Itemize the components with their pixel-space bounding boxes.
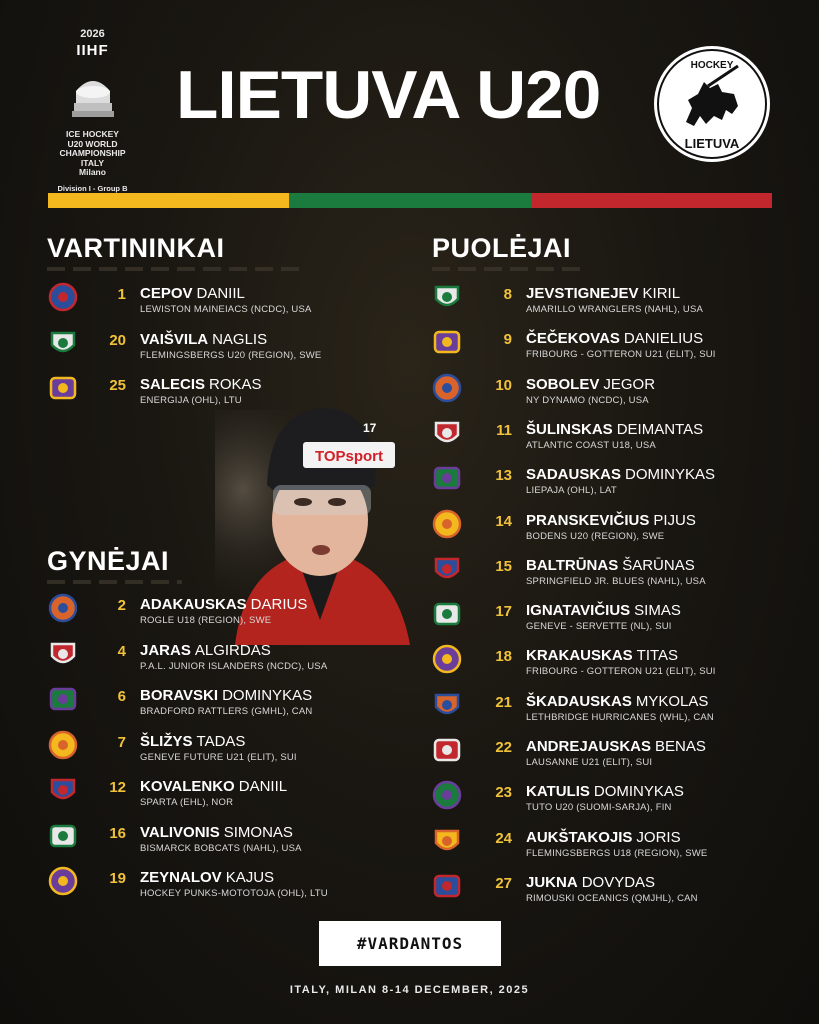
- player-number: 7: [117, 733, 126, 751]
- player-name: [140, 778, 287, 795]
- player-last-name: JUKNA: [526, 873, 578, 891]
- player-number: 13: [495, 467, 512, 485]
- player-name: [140, 642, 271, 659]
- blues-logo: [432, 554, 462, 584]
- player-row: [48, 282, 378, 322]
- player-first-name: PIJUS: [653, 511, 696, 529]
- event-line-5: Milano: [79, 167, 106, 177]
- player-last-name: BALTRŪNAS: [526, 556, 619, 574]
- player-first-name: BENAS: [655, 738, 706, 755]
- badge-bottom-text: LIETUVA: [684, 136, 740, 151]
- player-name: [526, 829, 681, 846]
- player-number: 2: [117, 597, 126, 614]
- player-name: [526, 602, 681, 619]
- player-number: 25: [109, 377, 126, 394]
- rogle-logo: [48, 593, 78, 623]
- player-name: [140, 733, 245, 750]
- player-row: [48, 821, 378, 861]
- player-first-name: DARIUS: [250, 596, 308, 613]
- player-club: NY DYNAMO (NCDC), USA: [526, 394, 649, 406]
- player-name: [140, 285, 245, 302]
- event-line-3: CHAMPIONSHIP: [59, 148, 126, 158]
- islanders-logo: [48, 639, 78, 669]
- player-first-name: NAGLIS: [212, 330, 268, 348]
- forwards-heading: PUOLĖJAI: [432, 233, 572, 263]
- player-last-name: ANDREJAUSKAS: [526, 738, 652, 755]
- player-last-name: JARAS: [140, 641, 191, 659]
- player-last-name: SOBOLEV: [526, 375, 600, 393]
- player-name: [526, 738, 706, 755]
- player-row: [48, 373, 378, 413]
- player-first-name: ALGIRDAS: [194, 641, 271, 659]
- badge-top-text: HOCKEY: [690, 60, 734, 71]
- player-name: [140, 687, 312, 704]
- player-club: LIEPAJA (OHL), LAT: [526, 485, 617, 497]
- player-first-name: MYKOLAS: [635, 692, 709, 710]
- player-row: [48, 328, 378, 368]
- player-row: [432, 509, 762, 549]
- player-last-name: ZEYNALOV: [140, 869, 222, 886]
- player-last-name: ŠKADAUSKAS: [526, 692, 632, 710]
- player-first-name: SIMAS: [634, 602, 681, 620]
- player-row: [432, 418, 762, 458]
- player-club: RIMOUSKI OCEANICS (QMJHL), CAN: [526, 892, 698, 904]
- goalies-heading: VARTININKAI: [47, 233, 225, 263]
- player-number: 9: [503, 331, 512, 349]
- player-club: TUTO U20 (SUOMI-SARJA), FIN: [526, 802, 672, 814]
- flag-green: [289, 193, 530, 208]
- player-club: ENERGIJA (OHL), LTU: [140, 395, 242, 406]
- player-row: [432, 327, 762, 367]
- player-first-name: DEIMANTAS: [616, 420, 704, 438]
- player-club: FLEMINGSBERGS U20 (REGION), SWE: [140, 349, 322, 361]
- hurricanes-logo: [432, 690, 462, 720]
- player-club: LAUSANNE U21 (ELIT), SUI: [526, 757, 653, 768]
- liepaja-logo: [432, 463, 462, 493]
- player-name: [526, 783, 684, 800]
- player-last-name: KOVALENKO: [140, 778, 235, 795]
- player-row: [432, 826, 762, 866]
- fik-logo: [432, 826, 462, 856]
- player-club: BRADFORD RATTLERS (GMHL), CAN: [140, 706, 313, 717]
- player-row: [48, 775, 378, 815]
- player-first-name: ŠARŪNAS: [622, 556, 695, 574]
- geneve-logo: [48, 730, 78, 760]
- player-first-name: DOMINYKAS: [593, 783, 684, 801]
- player-first-name: JEGOR: [603, 375, 656, 393]
- player-first-name: ROKAS: [209, 376, 262, 393]
- player-row: [432, 871, 762, 911]
- player-number: 21: [495, 693, 512, 711]
- player-club: FRIBOURG - GOTTERON U21 (ELIT), SUI: [526, 666, 716, 678]
- defense-heading: GYNĖJAI: [47, 546, 170, 576]
- event-line-2: U20 WORLD: [67, 138, 118, 149]
- player-name: [526, 557, 695, 574]
- player-first-name: TITAS: [636, 647, 679, 665]
- rattlers-logo: [48, 684, 78, 714]
- player-last-name: ADAKAUSKAS: [140, 596, 247, 613]
- player-name: [140, 596, 307, 613]
- player-first-name: KAJUS: [225, 869, 275, 886]
- player-row: [432, 373, 762, 413]
- player-number: 15: [495, 557, 512, 575]
- player-last-name: JEVSTIGNEJEV: [526, 285, 639, 302]
- event-line-1: ICE HOCKEY: [66, 129, 119, 139]
- player-row: [48, 684, 378, 724]
- player-last-name: ČEČEKOVAS: [526, 330, 620, 348]
- player-first-name: DOMINYKAS: [625, 466, 716, 484]
- player-club: ROGLE U18 (REGION), SWE: [140, 615, 272, 626]
- energija-logo: [48, 373, 78, 403]
- player-row: [432, 463, 762, 503]
- player-first-name: DANIELIUS: [623, 330, 704, 348]
- player-name: [526, 376, 655, 393]
- player-row: [432, 644, 762, 684]
- player-name: [526, 330, 703, 347]
- event-dates: ITALY, MILAN 8-14 DECEMBER, 2025: [289, 984, 530, 996]
- player-row: [432, 690, 762, 730]
- player-first-name: KIRIL: [642, 285, 681, 302]
- defense-heading-underline: [47, 580, 182, 584]
- player-last-name: CEPOV: [140, 285, 193, 302]
- oceanic-logo: [432, 871, 462, 901]
- player-row: [48, 730, 378, 770]
- player-club: GENEVE FUTURE U21 (ELIT), SUI: [140, 751, 297, 763]
- player-club: FLEMINGSBERGS U18 (REGION), SWE: [526, 847, 708, 859]
- player-last-name: IGNATAVIČIUS: [526, 602, 631, 620]
- player-number: 14: [495, 512, 512, 530]
- player-name: [140, 331, 267, 348]
- player-name: [140, 376, 262, 393]
- player-name: [526, 421, 703, 438]
- player-last-name: BORAVSKI: [140, 687, 219, 704]
- player-row: [432, 282, 762, 322]
- player-club: ATLANTIC COAST U18, USA: [526, 439, 656, 451]
- player-name: [526, 285, 680, 302]
- player-number: 17: [495, 603, 512, 621]
- fik-logo: [48, 328, 78, 358]
- player-number: 20: [109, 331, 126, 349]
- trophy-icon: [66, 61, 120, 121]
- player-number: 27: [495, 874, 512, 892]
- player-club: FRIBOURG - GOTTERON U21 (ELIT), SUI: [526, 349, 716, 361]
- player-club: SPARTA (EHL), NOR: [140, 797, 234, 808]
- player-number: 23: [495, 784, 512, 802]
- flag-yellow: [48, 193, 289, 208]
- player-last-name: KATULIS: [526, 783, 590, 801]
- player-name: [526, 874, 655, 891]
- player-row: [432, 599, 762, 639]
- dynamo-logo: [432, 373, 462, 403]
- player-first-name: DOVYDAS: [581, 873, 656, 891]
- boden-logo: [432, 509, 462, 539]
- player-club: LEWISTON MAINEIACS (NCDC), USA: [140, 304, 312, 315]
- player-first-name: JORIS: [636, 828, 681, 846]
- event-year: 2026: [80, 28, 105, 40]
- player-name: [526, 466, 715, 483]
- player-name: [526, 647, 678, 664]
- player-number: 12: [109, 779, 126, 796]
- player-number: 22: [495, 739, 512, 756]
- player-last-name: PRANSKEVIČIUS: [526, 511, 650, 529]
- player-name: [140, 824, 293, 841]
- page-title: LIETUVA U20: [176, 57, 601, 133]
- player-last-name: ŠLIŽYS: [140, 732, 193, 750]
- player-number: 16: [109, 824, 126, 842]
- player-row: [432, 780, 762, 820]
- player-name: [526, 512, 696, 529]
- player-club: AMARILLO WRANGLERS (NAHL), USA: [526, 304, 704, 315]
- player-number: 24: [495, 829, 512, 847]
- player-first-name: DANIIL: [238, 778, 288, 795]
- servette-logo: [432, 599, 462, 629]
- player-last-name: SADAUSKAS: [526, 466, 622, 484]
- player-number: 19: [109, 870, 126, 887]
- player-number: 18: [495, 648, 512, 666]
- player-number: 1: [117, 286, 126, 303]
- event-division: Division I - Group B: [57, 183, 128, 193]
- sparta-logo: [48, 775, 78, 805]
- player-number: 11: [496, 421, 512, 439]
- event-line-4: ITALY: [80, 157, 105, 168]
- wranglers-logo: [432, 282, 462, 312]
- helmet-number: 17: [363, 421, 377, 435]
- player-club: GENEVE - SERVETTE (NL), SUI: [526, 621, 672, 633]
- player-club: BISMARCK BOBCATS (NAHL), USA: [140, 842, 302, 854]
- hockey-lietuva-logo: [652, 44, 772, 164]
- player-number: 8: [503, 286, 512, 303]
- player-row: [432, 554, 762, 594]
- player-first-name: DANIIL: [196, 285, 245, 302]
- maineiacs-logo: [48, 282, 78, 312]
- player-club: P.A.L. JUNIOR ISLANDERS (NCDC), USA: [140, 660, 328, 672]
- atlantic-coast-logo: [432, 418, 462, 448]
- player-last-name: VALIVONIS: [140, 823, 220, 841]
- goalies-heading-underline: [47, 267, 302, 271]
- gotteron-logo: [432, 327, 462, 357]
- player-row: [432, 735, 762, 775]
- player-number: 6: [117, 688, 126, 705]
- iihf-wordmark: IIHF: [76, 42, 109, 59]
- helmet-sponsor: TOPsport: [314, 448, 384, 465]
- flag-red: [531, 193, 772, 208]
- player-name: [140, 869, 274, 886]
- tuto-logo: [432, 780, 462, 810]
- bobcats-logo: [48, 821, 78, 851]
- player-first-name: TADAS: [196, 732, 246, 750]
- gotteron-logo: [432, 644, 462, 674]
- player-last-name: AUKŠTAKOJIS: [526, 828, 633, 846]
- hashtag-badge: #VARDANTOS: [319, 921, 501, 966]
- player-row: [48, 866, 378, 906]
- player-first-name: SIMONAS: [223, 823, 293, 841]
- player-club: BODENS U20 (REGION), SWE: [526, 530, 665, 542]
- player-last-name: ŠULINSKAS: [526, 420, 613, 438]
- player-row: [48, 639, 378, 679]
- player-club: HOCKEY PUNKS-MOTOTOJA (OHL), LTU: [140, 888, 328, 899]
- lithuanian-flag-stripe: [48, 193, 772, 208]
- player-number: 4: [117, 642, 126, 660]
- player-number: 10: [495, 376, 512, 394]
- player-last-name: SALECIS: [140, 376, 206, 393]
- player-last-name: KRAKAUSKAS: [526, 647, 633, 665]
- player-row: [48, 593, 378, 633]
- player-name: [526, 693, 708, 710]
- player-first-name: DOMINYKAS: [222, 687, 313, 704]
- lausanne-logo: [432, 735, 462, 765]
- player-club: LETHBRIDGE HURRICANES (WHL), CAN: [526, 711, 714, 723]
- punks-logo: [48, 866, 78, 896]
- player-last-name: VAIŠVILA: [140, 330, 209, 348]
- player-club: SPRINGFIELD JR. BLUES (NAHL), USA: [526, 575, 706, 587]
- forwards-heading-underline: [432, 267, 582, 271]
- iihf-event-logo: [40, 28, 145, 193]
